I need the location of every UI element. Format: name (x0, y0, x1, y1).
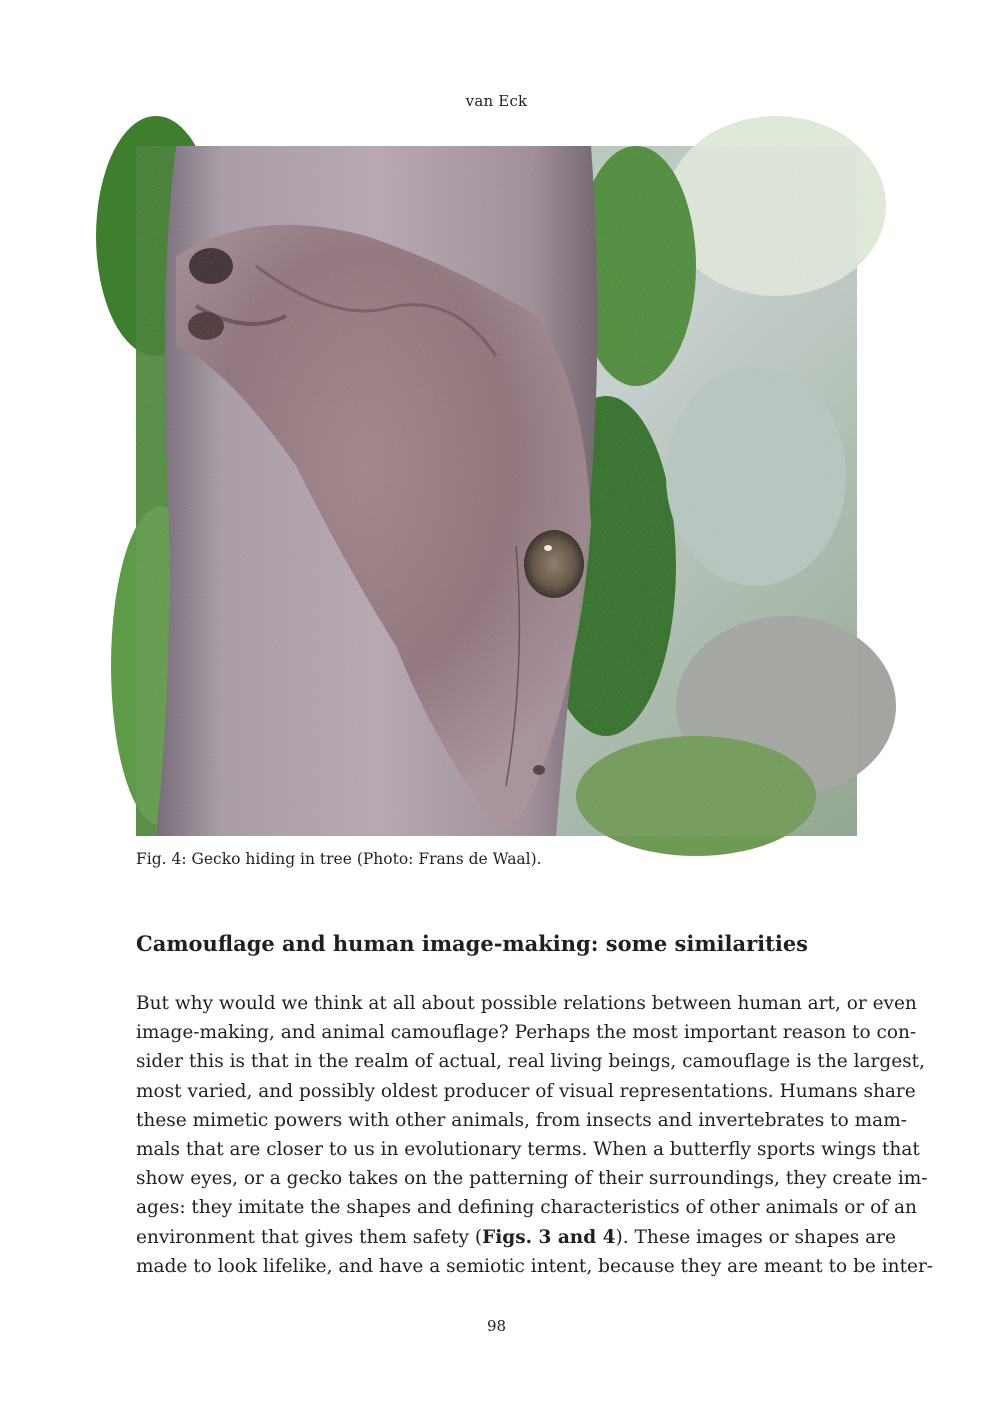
page-number: 98 (486, 1317, 507, 1335)
paragraph-line: image-making, and animal camouflage? Perhaps the most important reason to con- (136, 1022, 917, 1044)
paragraph-line (136, 1223, 896, 1252)
figure-photo-gecko (136, 146, 857, 836)
figure-reference: Figs. 3 and 4 (482, 1226, 616, 1248)
paragraph-line: mals that are closer to us in evolutionary terms. When a butterfly sports wings that (136, 1138, 920, 1160)
section-heading: Camouflage and human image-making: some similarities (136, 931, 808, 956)
line-text-before-ref: environment that gives them safety ( (136, 1226, 483, 1248)
running-head: van Eck (465, 92, 528, 110)
line-text-after-ref: ). These images or shapes are (615, 1226, 896, 1248)
paragraph-line: these mimetic powers with other animals, from insects and invertebrates to mam- (136, 1109, 908, 1131)
figure-caption: Fig. 4: Gecko hiding in tree (Photo: Frans de Waal). (136, 850, 542, 868)
paragraph-line: most varied, and possibly oldest producer of visual representations. Humans share (136, 1080, 916, 1102)
gecko-photo (136, 146, 857, 836)
paragraph-line: made to look lifelike, and have a semiotic intent, because they are meant to be inter- (136, 1255, 934, 1277)
paragraph-line: sider this is that in the realm of actual, real living beings, camouflage is the largest, (136, 1051, 925, 1073)
paragraph-line: ages: they imitate the shapes and defining characteristics of other animals or of an (136, 1197, 917, 1219)
paragraph-line: But why would we think at all about possible relations between human art, or even (136, 993, 917, 1014)
body-paragraph (136, 989, 934, 1281)
paragraph-line: show eyes, or a gecko takes on the patterning of their surroundings, they create im- (136, 1168, 928, 1190)
